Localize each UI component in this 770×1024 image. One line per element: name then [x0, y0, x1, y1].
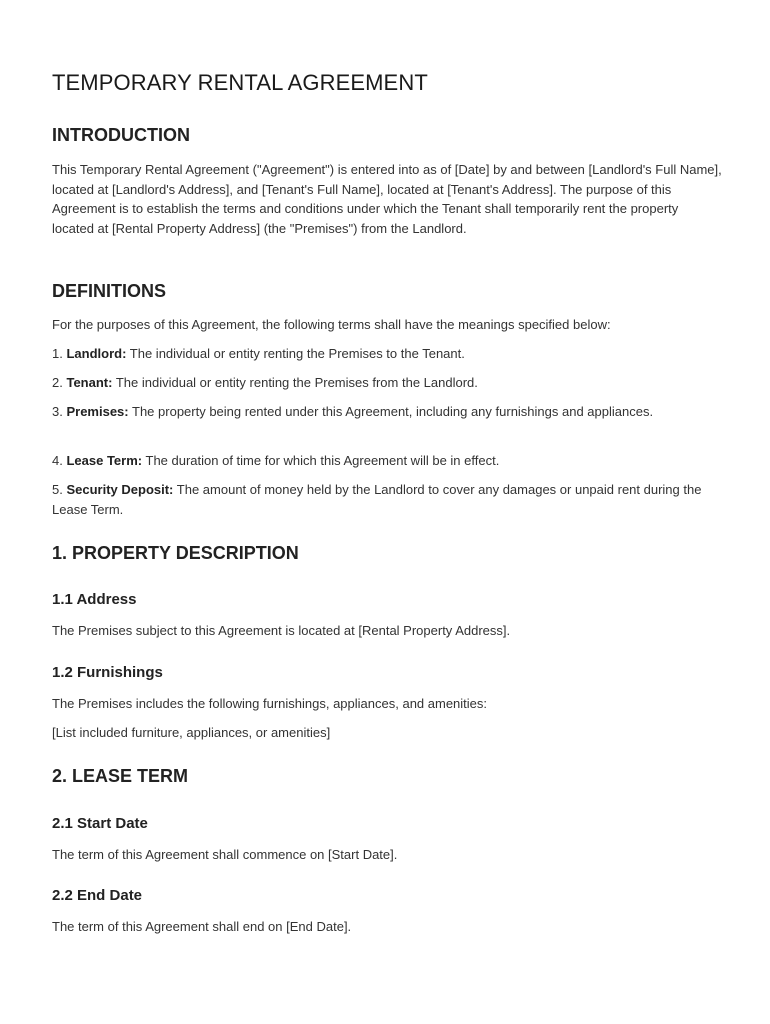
definition-number: 2.: [52, 375, 63, 390]
introduction-heading: INTRODUCTION: [52, 125, 190, 145]
end-date-text: The term of this Agreement shall end on [End Date].: [52, 919, 352, 934]
definitions-intro: For the purposes of this Agreement, the following terms shall have the meanings specified below:: [52, 317, 611, 332]
definition-text: The individual or entity renting the Premises from the Landlord.: [115, 375, 478, 390]
definition-item: [52, 451, 722, 471]
definition-item: [52, 344, 722, 364]
lease-term-heading: 2. LEASE TERM: [52, 766, 189, 786]
definition-number: 5.: [52, 482, 63, 497]
furnishings-subheading: 1.2 Furnishings: [52, 664, 163, 681]
address-text: The Premises subject to this Agreement is located at [Rental Property Address].: [52, 623, 511, 638]
definition-text: The duration of time for which this Agreement will be in effect.: [145, 453, 500, 468]
definition-text: The property being rented under this Agreement, including any furnishings and appliances.: [132, 404, 654, 419]
property-description-heading: 1. PROPERTY DESCRIPTION: [52, 543, 299, 563]
address-subheading: 1.1 Address: [52, 591, 137, 608]
document-title: TEMPORARY RENTAL AGREEMENT: [52, 70, 428, 95]
definition-term: Tenant:: [66, 375, 113, 390]
start-date-text: The term of this Agreement shall commence on [Start Date].: [52, 847, 398, 862]
definition-text: The amount of money held by the Landlord to cover any damages or unpaid rent during the Lease Term.: [52, 482, 702, 517]
furnishings-text: The Premises includes the following furnishings, appliances, and amenities:: [52, 696, 488, 711]
definition-text: The individual or entity renting the Premises to the Tenant.: [129, 346, 465, 361]
furnishings-placeholder: [List included furniture, appliances, or amenities]: [52, 725, 331, 740]
introduction-text: This Temporary Rental Agreement ("Agreement") is entered into as of [Date] by and between [Landlord's Full Name], located at [Landlord's Address], and [Tenant's Full Name], located at [Tenant's Address]. The purpose of this Agreement is to establish the terms and conditions under which the Tenant shall temporarily rent the property located at [Rental Property Address] (the "Premises") from the Landlord.: [52, 162, 722, 236]
definition-item: [52, 480, 722, 519]
definition-number: 1.: [52, 346, 63, 361]
definitions-heading: DEFINITIONS: [52, 281, 167, 301]
end-date-subheading: 2.2 End Date: [52, 887, 143, 904]
definition-term: Premises:: [66, 404, 129, 419]
definition-item: [52, 373, 722, 393]
definition-term: Landlord:: [66, 346, 127, 361]
definition-item: [52, 402, 722, 422]
start-date-subheading: 2.1 Start Date: [52, 815, 148, 832]
definition-term: Security Deposit:: [66, 482, 174, 497]
definition-term: Lease Term:: [66, 453, 143, 468]
definition-number: 3.: [52, 404, 63, 419]
definition-number: 4.: [52, 453, 63, 468]
